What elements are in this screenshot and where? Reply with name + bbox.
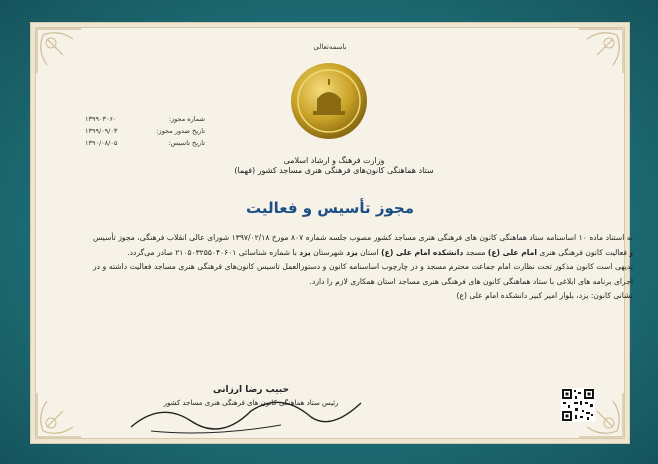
certificate-body [93,231,633,304]
corner-ornament-icon [33,25,85,77]
license-number-value: ۱۳۹۹۰۳۰۶۰ [85,115,117,123]
qr-code-icon[interactable] [561,388,595,422]
headquarters-name: ستاد هماهنگی کانون‌های فرهنگی هنری مساجد کشور (فهما) [234,166,434,175]
body-paragraph-2: بدیهی است کانون مذکور تحت نظارت امام جماعت محترم مسجد و در چارچوب اساسنامه کانون و دستورالعمل تاسیس کانون‌های فرهنگی هنری مساجد فعالیت داشته و در اجرای برنامه های ابلاغی با ستاد هماهنگی کانون های فرهنگی هنری مساجد استان همکاری لازم را دارد. [93,262,633,286]
issue-date-row [85,125,205,137]
founding-date-value: ۱۳۹۰/۰۸/۰۵ [85,139,118,147]
license-number-label: شماره مجوز: [168,115,205,123]
issue-date-value: ۱۳۹۹/۰۹/۰۳ [85,127,118,135]
signature-block [151,385,351,407]
signatory-name: حبیب رضا ارزانی [213,385,289,395]
body-paragraph-1: به استناد ماده ۱۰ اساسنامه ستاد هماهنگی کانون های فرهنگی هنری مساجد کشور مصوب جلسه شماره ۸۰۷ مورخ ۱۳۹۷/۰۲/۱۸ شورای عالی انقلاب فرهنگی، مجوز تأسیس و فعالیت کانون فرهنگی هنری امام علی (ع) مسجد دانشکده امام علی (ع) استان یزد شهرستان یزد با شماره شناسائی ۲۱۰۵۰۳۲۵۵۰۴۰۶۰۱ صادر می‌گردد. [93,233,634,257]
issue-date-label: تاریخ صدور مجوز: [156,127,205,135]
center-name: امام علی (ع) [487,247,537,257]
certificate-title: مجوز تأسیس و فعالیت [245,199,415,217]
ministry-name: وزارت فرهنگ و ارشاد اسلامی [283,156,385,165]
mosque-name: دانشکده امام علی (ع) [381,247,464,257]
issuer-block [234,156,434,176]
invocation-text: باسمه‌تعالی [313,43,347,51]
center-address: نشانی کانون: یزد، بلوار امیر کبیر دانشکده امام علی (ع) [456,291,633,300]
province-name: یزد [346,247,358,257]
license-number-row [85,113,205,125]
corner-ornament-icon [33,389,85,441]
founding-date-label: تاریخ تاسیس: [168,139,205,147]
signatory-role: رئیس ستاد هماهنگی کانون های فرهنگی هنری مساجد کشور [163,399,339,407]
signature-scribble-icon [121,381,371,437]
certificate-paper [30,22,634,444]
corner-ornament-icon [575,25,627,77]
city-name: یزد [299,247,311,257]
gold-seal-icon [289,61,369,141]
license-meta [85,113,205,149]
founding-date-row [85,137,205,149]
